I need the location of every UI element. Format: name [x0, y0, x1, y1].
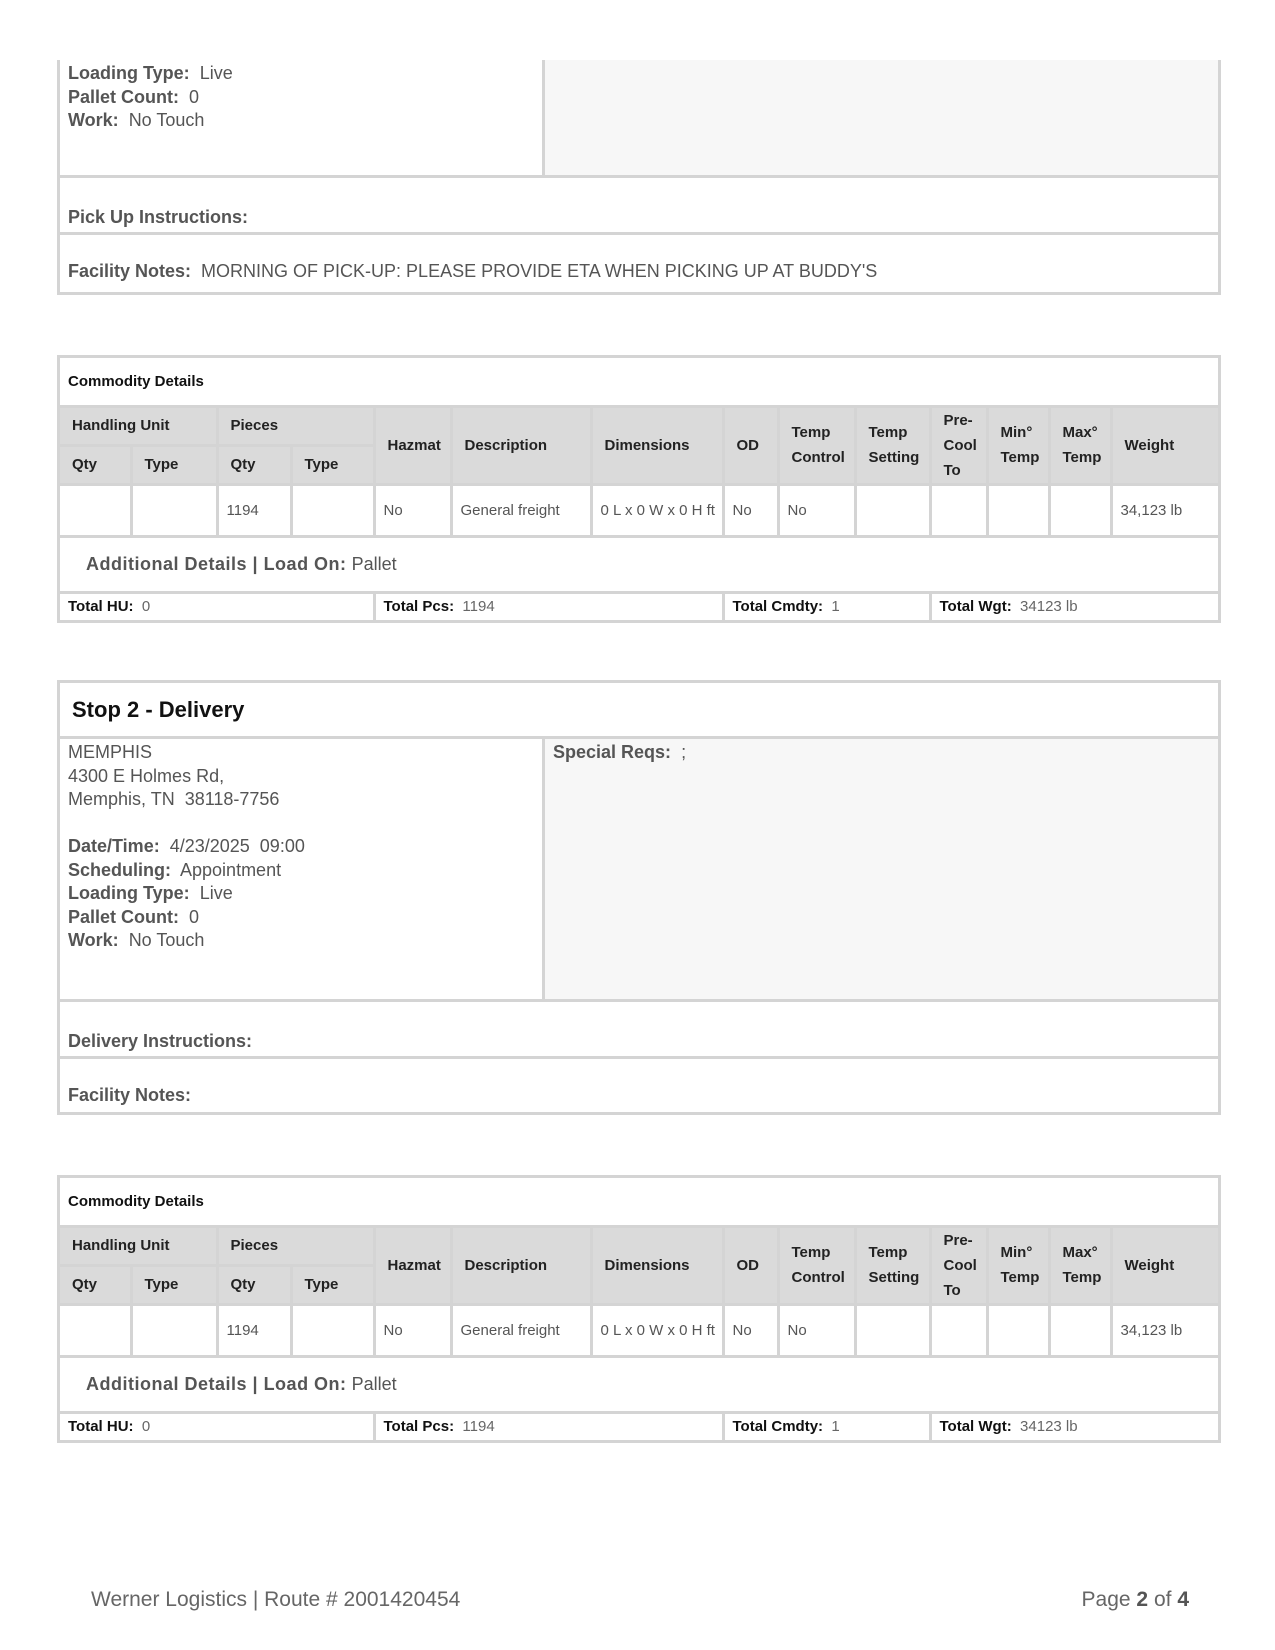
- pickup-instructions: Pick Up Instructions:: [68, 207, 249, 227]
- commodity-title: Commodity Details: [60, 358, 1218, 406]
- header-pieces: Pieces: [217, 1226, 374, 1265]
- header-hazmat: Hazmat: [374, 406, 451, 484]
- cell-max-temp: [1049, 1304, 1111, 1356]
- cell-hazmat: No: [374, 1304, 451, 1356]
- header-handling-unit: Handling Unit: [60, 406, 217, 445]
- total-hu: Total HU: 0: [60, 592, 374, 620]
- footer-company-route: Werner Logistics | Route # 2001420454: [91, 1588, 461, 1611]
- stop1-info-row: [60, 60, 1218, 178]
- stop1-facility-notes: Facility Notes: MORNING OF PICK-UP: PLEASE PROVIDE ETA WHEN PICKING UP AT BUDDY'S: [60, 232, 1218, 286]
- commodity-details-1: [57, 355, 1221, 623]
- stop2-pallet-count: Pallet Count: 0: [68, 906, 200, 927]
- cell-max-temp: [1049, 484, 1111, 536]
- commodity-title: Commodity Details: [60, 1178, 1218, 1226]
- cell-weight: 34,123 lb: [1111, 1304, 1218, 1356]
- total-cmdty: Total Cmdty: 1: [723, 1412, 930, 1440]
- header-pcs-qty: Qty: [217, 445, 291, 484]
- cell-hu-qty: [60, 1304, 131, 1356]
- cell-dimensions: 0 L x 0 W x 0 H ft: [591, 484, 723, 536]
- total-wgt: Total Wgt: 34123 lb: [930, 1412, 1218, 1440]
- cell-pre-cool-to: [930, 1304, 987, 1356]
- cell-hazmat: No: [374, 484, 451, 536]
- header-hu-type: Type: [131, 445, 217, 484]
- stop1-work: Work: No Touch: [68, 110, 205, 130]
- header-od: OD: [723, 406, 778, 484]
- totals-row: [60, 1412, 1218, 1440]
- stop2-address1: 4300 E Holmes Rd,: [68, 765, 225, 786]
- header-temp-setting: Temp Setting: [855, 1226, 930, 1304]
- cell-pcs-qty: 1194: [217, 484, 291, 536]
- cell-temp-setting: [855, 484, 930, 536]
- footer-page-number: Page 2 of 4: [1081, 1588, 1189, 1611]
- cell-od: No: [723, 1304, 778, 1356]
- header-description: Description: [451, 406, 591, 484]
- stop2-special-reqs-panel: Special Reqs: ;: [545, 739, 1218, 999]
- totals-row: [60, 592, 1218, 620]
- total-pcs: Total Pcs: 1194: [374, 1412, 723, 1440]
- cell-temp-control: No: [778, 484, 855, 536]
- cell-description: General freight: [451, 1304, 591, 1356]
- load-on-value: Pallet: [351, 553, 397, 574]
- total-cmdty: Total Cmdty: 1: [723, 592, 930, 620]
- stop2-details: [60, 739, 545, 999]
- header-dimensions: Dimensions: [591, 1226, 723, 1304]
- cell-dimensions: 0 L x 0 W x 0 H ft: [591, 1304, 723, 1356]
- header-weight: Weight: [1111, 406, 1218, 484]
- stop1-section: [57, 60, 1221, 295]
- cell-min-temp: [987, 484, 1049, 536]
- cell-description: General freight: [451, 484, 591, 536]
- header-description: Description: [451, 1226, 591, 1304]
- header-pre-cool-to: Pre-Cool To: [930, 406, 987, 484]
- header-max-temp: Max° Temp: [1049, 1226, 1111, 1304]
- cell-weight: 34,123 lb: [1111, 484, 1218, 536]
- total-pcs: Total Pcs: 1194: [374, 592, 723, 620]
- cell-min-temp: [987, 1304, 1049, 1356]
- table-row: [60, 1304, 1218, 1356]
- table-row: [60, 484, 1218, 536]
- header-dimensions: Dimensions: [591, 406, 723, 484]
- stop2-title: Stop 2 - Delivery: [60, 683, 1218, 739]
- commodity-table-2: [60, 1178, 1218, 1440]
- header-hu-qty: Qty: [60, 1265, 131, 1304]
- header-min-temp: Min° Temp: [987, 1226, 1049, 1304]
- cell-pcs-type: [291, 1304, 374, 1356]
- cell-hu-qty: [60, 484, 131, 536]
- commodity-table-1: [60, 358, 1218, 620]
- stop2-facility-notes: Facility Notes:: [60, 1056, 1218, 1110]
- stop2-address2: Memphis, TN 38118-7756: [68, 789, 280, 809]
- header-hu-qty: Qty: [60, 445, 131, 484]
- header-pcs-qty: Qty: [217, 1265, 291, 1304]
- header-max-temp: Max° Temp: [1049, 406, 1111, 484]
- cell-hu-type: [131, 1304, 217, 1356]
- cell-hu-type: [131, 484, 217, 536]
- cell-temp-control: No: [778, 1304, 855, 1356]
- header-pre-cool-to: Pre-Cool To: [930, 1226, 987, 1304]
- cell-od: No: [723, 484, 778, 536]
- cell-pcs-type: [291, 484, 374, 536]
- stop2-loading-type: Loading Type: Live: [68, 883, 233, 903]
- total-wgt: Total Wgt: 34123 lb: [930, 592, 1218, 620]
- stop2-scheduling: Scheduling: Appointment: [68, 859, 282, 880]
- header-temp-setting: Temp Setting: [855, 406, 930, 484]
- stop2-work: Work: No Touch: [68, 930, 205, 950]
- header-od: OD: [723, 1226, 778, 1304]
- cell-pre-cool-to: [930, 484, 987, 536]
- stop2-datetime: Date/Time: 4/23/2025 09:00: [68, 836, 305, 856]
- header-hu-type: Type: [131, 1265, 217, 1304]
- total-hu: Total HU: 0: [60, 1412, 374, 1440]
- stop2-name: MEMPHIS: [68, 742, 153, 762]
- header-pcs-type: Type: [291, 445, 374, 484]
- header-temp-control: Temp Control: [778, 1226, 855, 1304]
- stop1-pallet-count: Pallet Count: 0: [68, 86, 200, 107]
- special-reqs-value: ;: [681, 742, 687, 762]
- additional-details: Additional Details | Load On: Pallet: [60, 1356, 1218, 1412]
- stop2-info-row: [60, 739, 1218, 1002]
- header-handling-unit: Handling Unit: [60, 1226, 217, 1265]
- load-on-value: Pallet: [351, 1373, 397, 1394]
- stop1-special-reqs-panel: [545, 60, 1218, 175]
- header-pcs-type: Type: [291, 1265, 374, 1304]
- header-temp-control: Temp Control: [778, 406, 855, 484]
- stop2-section: [57, 680, 1221, 1115]
- header-weight: Weight: [1111, 1226, 1218, 1304]
- header-hazmat: Hazmat: [374, 1226, 451, 1304]
- stop1-details: [60, 60, 545, 175]
- cell-temp-setting: [855, 1304, 930, 1356]
- stop1-loading-type: Loading Type: Live: [68, 63, 233, 83]
- delivery-instructions: Delivery Instructions:: [68, 1031, 253, 1051]
- commodity-details-2: [57, 1175, 1221, 1443]
- additional-details: Additional Details | Load On: Pallet: [60, 536, 1218, 592]
- header-pieces: Pieces: [217, 406, 374, 445]
- cell-pcs-qty: 1194: [217, 1304, 291, 1356]
- header-min-temp: Min° Temp: [987, 406, 1049, 484]
